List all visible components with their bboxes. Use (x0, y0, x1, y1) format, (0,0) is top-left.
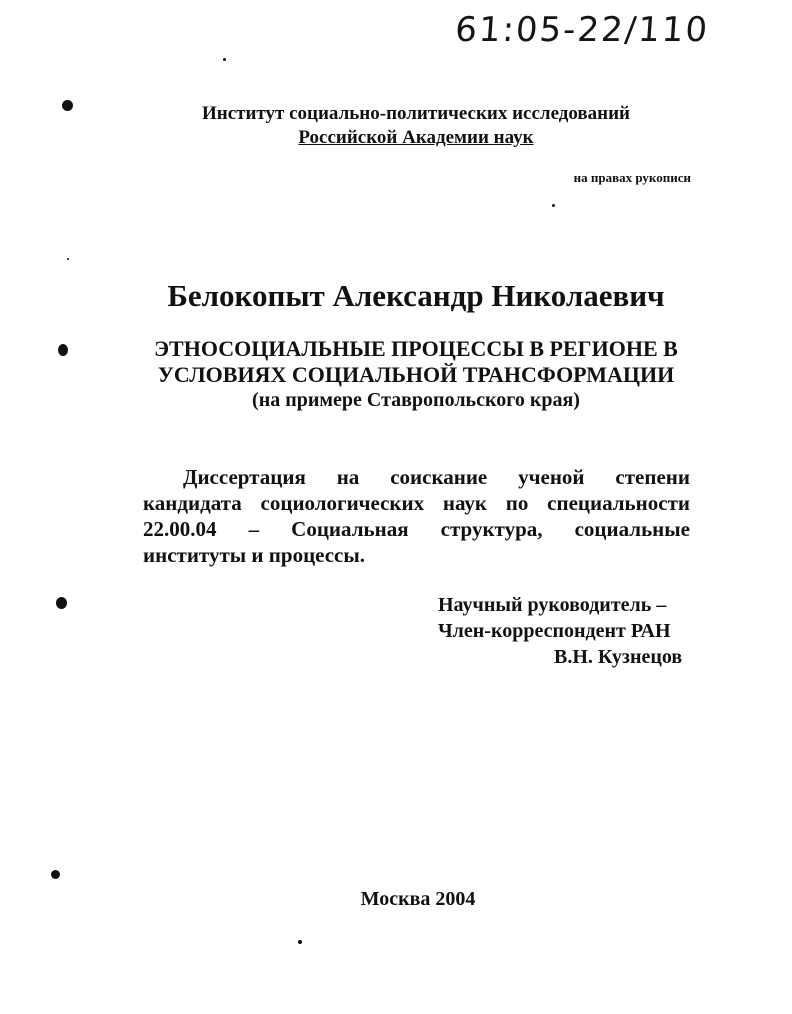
title-subtitle: (на примере Ставропольского края) (252, 389, 580, 411)
institute-line-1: Институт социально-политических исследований (201, 103, 631, 124)
punch-mark-3 (56, 597, 67, 609)
punch-mark-1 (62, 100, 73, 111)
dissertation-statement: Диссертация на соискание ученой степени кандидата социологических наук по специальности 22.00.04 – Социальная структура, социальные институты и процессы. (143, 465, 690, 567)
author-name: Белокопыт Александр Николаевич (167, 278, 665, 313)
archive-code-handwritten: 61:05-22/110 (453, 10, 711, 50)
speck-1 (223, 58, 226, 61)
title-line-2: УСЛОВИЯХ СОЦИАЛЬНОЙ ТРАНСФОРМАЦИИ (157, 362, 675, 387)
speck-3 (67, 258, 69, 260)
dissertation-title (0, 336, 792, 388)
supervisor-line-1: Научный руководитель – (438, 594, 667, 616)
speck-2 (552, 204, 555, 207)
rights-note: на правах рукописи (573, 170, 691, 185)
punch-mark-4 (51, 870, 60, 879)
supervisor-name: В.Н. Кузнецов (554, 646, 683, 668)
speck-4 (298, 940, 302, 944)
punch-mark-2 (58, 344, 68, 356)
title-line-1: ЭТНОСОЦИАЛЬНЫЕ ПРОЦЕССЫ В РЕГИОНЕ В (154, 336, 678, 361)
institute-line-2: Российской Академии наук (298, 127, 534, 148)
supervisor-block (438, 592, 682, 670)
supervisor-line-2: Член-корреспондент РАН (438, 620, 671, 642)
city-year: Москва 2004 (360, 888, 476, 910)
institute-name (0, 102, 792, 150)
